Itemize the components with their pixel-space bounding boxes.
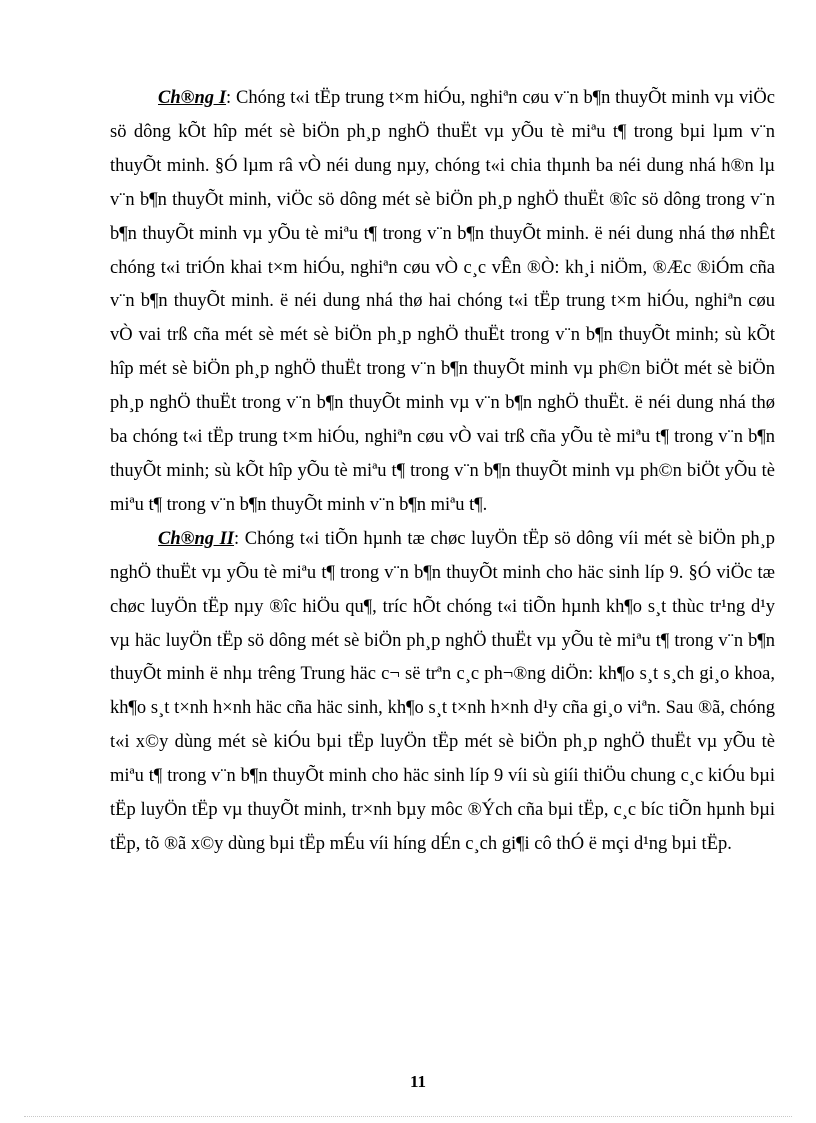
page-number: 11 <box>409 1072 427 1091</box>
paragraph-chapter-1 <box>110 82 775 523</box>
chapter-1-label: Ch®ng I <box>158 88 227 108</box>
page-bottom-divider <box>24 1116 792 1117</box>
chapter-2-label: Ch®ng II <box>158 528 235 549</box>
body-text <box>110 82 775 862</box>
chapter-1-text: : Chóng t«i tËp trung t×m hiÓu, nghiªn cøu v¨n b¶n thuyÕt minh vµ viÖc sö dông kÕt hîp mét sè biÖn ph¸p nghÖ thuËt vµ yÕu tè miªu t¶ trong bµi lµm v¨n thuyÕt minh. §Ó lµm râ vÒ néi dung nµy, chóng t«i chia thµnh ba néi dung nhá h®n lµ v¨n b¶n thuyÕt minh, viÖc sö dông mét sè biÖn ph¸p nghÖ thuËt ®îc sö dông trong v¨n b¶n thuyÕt minh vµ yÕu tè miªu t¶ trong v¨n b¶n thuyÕt minh. ë néi dung nhá thø nhÊt chóng t«i triÓn khai t×m hiÓu, nghiªn cøu vÒ c¸c vÊn ®Ò: kh¸i niÖm, ®Æc ®iÓm cña v¨n b¶n thuyÕt minh. ë néi dung nhá thø hai chóng t«i tËp trung t×m hiÓu, nghiªn cøu vÒ vai trß cña mét sè mét sè biÖn ph¸p nghÖ thuËt trong v¨n b¶n thuyÕt minh; sù kÕt hîp mét sè biÖn ph¸p nghÖ thuËt trong v¨n b¶n thuyÕt minh vµ ph©n biÖt mét sè biÖn ph¸p nghÖ thuËt trong v¨n b¶n thuyÕt minh vµ v¨n b¶n nghÖ thuËt. ë néi dung nhá thø ba chóng t«i tËp trung t×m hiÓu, nghiªn cøu vÒ vai trß cña yÕu tè miªu t¶ trong v¨n b¶n thuyÕt minh; sù kÕt hîp yÕu tè miªu t¶ trong v¨n b¶n thuyÕt minh vµ ph©n biÖt yÕu tè miªu t¶ trong v¨n b¶n thuyÕt minh v¨n b¶n miªu t¶. <box>110 88 776 515</box>
chapter-2-text: : Chóng t«i tiÕn hµnh tæ chøc luyÖn tËp sö dông víi mét sè biÖn ph¸p nghÖ thuËt vµ yÕu tè miªu t¶ trong v¨n b¶n thuyÕt minh cho häc sinh líp 9. §Ó viÖc tæ chøc luyÖn tËp nµy ®îc hiÖu qu¶, tríc hÕt chóng t«i tiÕn hµnh kh¶o s¸t thùc tr¹ng d¹y vµ häc luyÖn tËp sö dông mét sè biÖn ph¸p nghÖ thuËt vµ yÕu tè miªu t¶ trong v¨n b¶n thuyÕt minh ë nhµ trêng Trung häc c¬ së trªn c¸c ph¬®ng diÖn: kh¶o s¸t s¸ch gi¸o khoa, kh¶o s¸t t×nh h×nh häc cña häc sinh, kh¶o s¸t t×nh h×nh d¹y cña gi¸o viªn. Sau ®ã, chóng t«i x©y dùng mét sè kiÓu bµi tËp luyÖn tËp mét sè biÖn ph¸p nghÖ thuËt vµ yÕu tè miªu t¶ trong v¨n b¶n thuyÕt minh cho häc sinh líp 9 víi sù giíi thiÖu chung c¸c kiÓu bµi tËp luyÖn tËp vµ thuyÕt minh, tr×nh bµy môc ®Ých cña bµi tËp, c¸c bíc tiÕn hµnh bµi tËp, tõ ®ã x©y dùng bµi tËp mÉu víi híng dÉn c¸ch gi¶i cô thÓ ë mçi d¹ng bµi tËp. <box>110 528 775 854</box>
paragraph-chapter-2 <box>110 523 775 862</box>
